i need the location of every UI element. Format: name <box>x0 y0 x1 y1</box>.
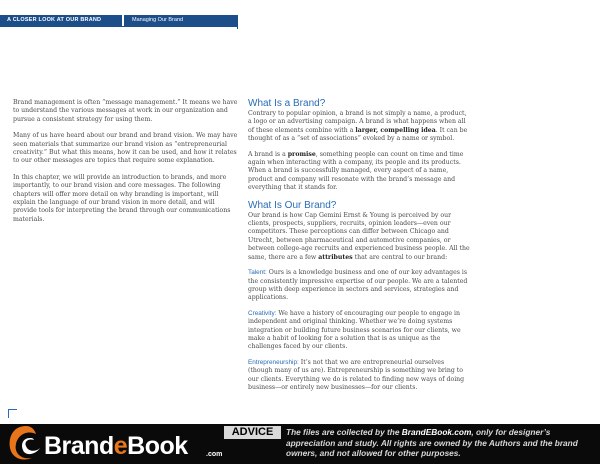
logo-letter-e: e <box>113 432 128 460</box>
bold-term: attributes <box>318 253 353 261</box>
text-run: , something people can count on time and time again when interacting with a company, its people and its products. When a brand is successfully managed, every aspect of a name, product and company will resonate with the brand’s message and everything that it stands for. <box>248 150 464 192</box>
attribute-text: We have a history of encouraging our people to engage in independent and original thinking. Whether we’re doing systems integration or building future business scenarios for our clients, we make a habit of looking for a solution that is as unique as the challenges faced by our clients. <box>248 309 461 351</box>
notice-text: , only for designer’s appreciation and study. All rights are owned by the Authors and the brand owners, and not allowed for other purposes. <box>286 427 578 458</box>
logo-suffix: .com <box>206 451 223 458</box>
attribute-talent <box>248 269 470 303</box>
heading-what-is-a-brand: What Is a Brand? <box>248 98 326 109</box>
attribute-label: Entrepreneurship: <box>248 358 299 366</box>
attribute-text: Ours is a knowledge business and one of our key advantages is the consistently impressive expertise of our people. We are a talented group with deep experience in sectors and services, strategies and applications. <box>248 269 468 302</box>
intro-paragraph-1: Brand management is often “message management.” It means we have to understand the various messages at work in our organization and pursue a consistent strategy for using them. <box>13 99 238 123</box>
intro-paragraph-3: In this chapter, we will provide an introduction to brands, and more importantly, to our brand vision and core messages. The following chapters will offer more detail on why branding is important, will explain the language of our brand vision in more detail, and will provide tools for interpreting the brand through our communications materials. <box>13 173 231 223</box>
copyright-notice <box>286 427 596 459</box>
content-column <box>248 98 470 399</box>
attribute-entrepreneurship <box>248 359 470 393</box>
heading-what-is-our-brand: What Is Our Brand? <box>248 199 337 211</box>
logo-word: Book <box>127 432 188 460</box>
brand-promise-paragraph <box>248 151 470 193</box>
text-run: that are central to our brand: <box>352 253 448 261</box>
brand-definition-paragraph <box>248 110 470 144</box>
corner-mark <box>8 409 17 418</box>
attribute-text: It’s not that we are entrepreneurial ourselves (though many of us are). Entrepreneurship is something we bring to our clients. Everything we do is related to finding new ways of doing business—or entirely new businesses—for our clients. <box>248 358 465 391</box>
swirl-logo-icon <box>6 420 46 464</box>
bold-term: larger, compelling idea <box>355 126 436 134</box>
header-tick <box>237 15 238 29</box>
attribute-label: Creativity: <box>248 309 277 317</box>
bold-term: promise <box>287 150 316 158</box>
text-run: Contrary to popular opinion, a brand is not simply a name, a product, a logo or an advertising campaign. A brand is what happens when all of these elements combine with a <box>248 110 467 134</box>
chapter-label: Managing Our Brand <box>124 15 238 26</box>
section-label: A CLOSER LOOK AT OUR BRAND <box>0 15 122 26</box>
notice-text: The files are collected by the <box>286 427 402 437</box>
header-rule <box>0 26 238 27</box>
attribute-creativity <box>248 310 470 352</box>
notice-brand-link[interactable]: BrandEBook.com <box>401 427 472 437</box>
attribute-label: Talent: <box>248 269 267 277</box>
intro-paragraph-2: Many of us have heard about our brand and brand vision. We may have seen materials that summarize our brand vision as “entrepreneurial creativity.” But what this means, how it can be used, and how it relates to our other messages are topics that require some explanation. <box>13 132 238 165</box>
brandebook-logo[interactable] <box>44 432 188 460</box>
advice-badge: ADVICE <box>224 426 281 439</box>
text-run: Our brand is how Cap Gemini Ernst & Young is perceived by our clients, prospects, suppliers, recruits, opinion leaders—even our competitors. These perceptions can differ between Chicago and Utrecht, between pharmaceutical and automotive companies, or between college-age recruits and experienced business people. All the same, there are a few <box>248 211 470 261</box>
logo-word: Brand <box>44 432 114 460</box>
text-run: A brand is a <box>248 150 288 158</box>
our-brand-paragraph <box>248 212 470 262</box>
intro-column <box>13 99 238 232</box>
text-run: . It can be thought of as a “set of associations” evoked by a name or symbol. <box>248 126 468 143</box>
